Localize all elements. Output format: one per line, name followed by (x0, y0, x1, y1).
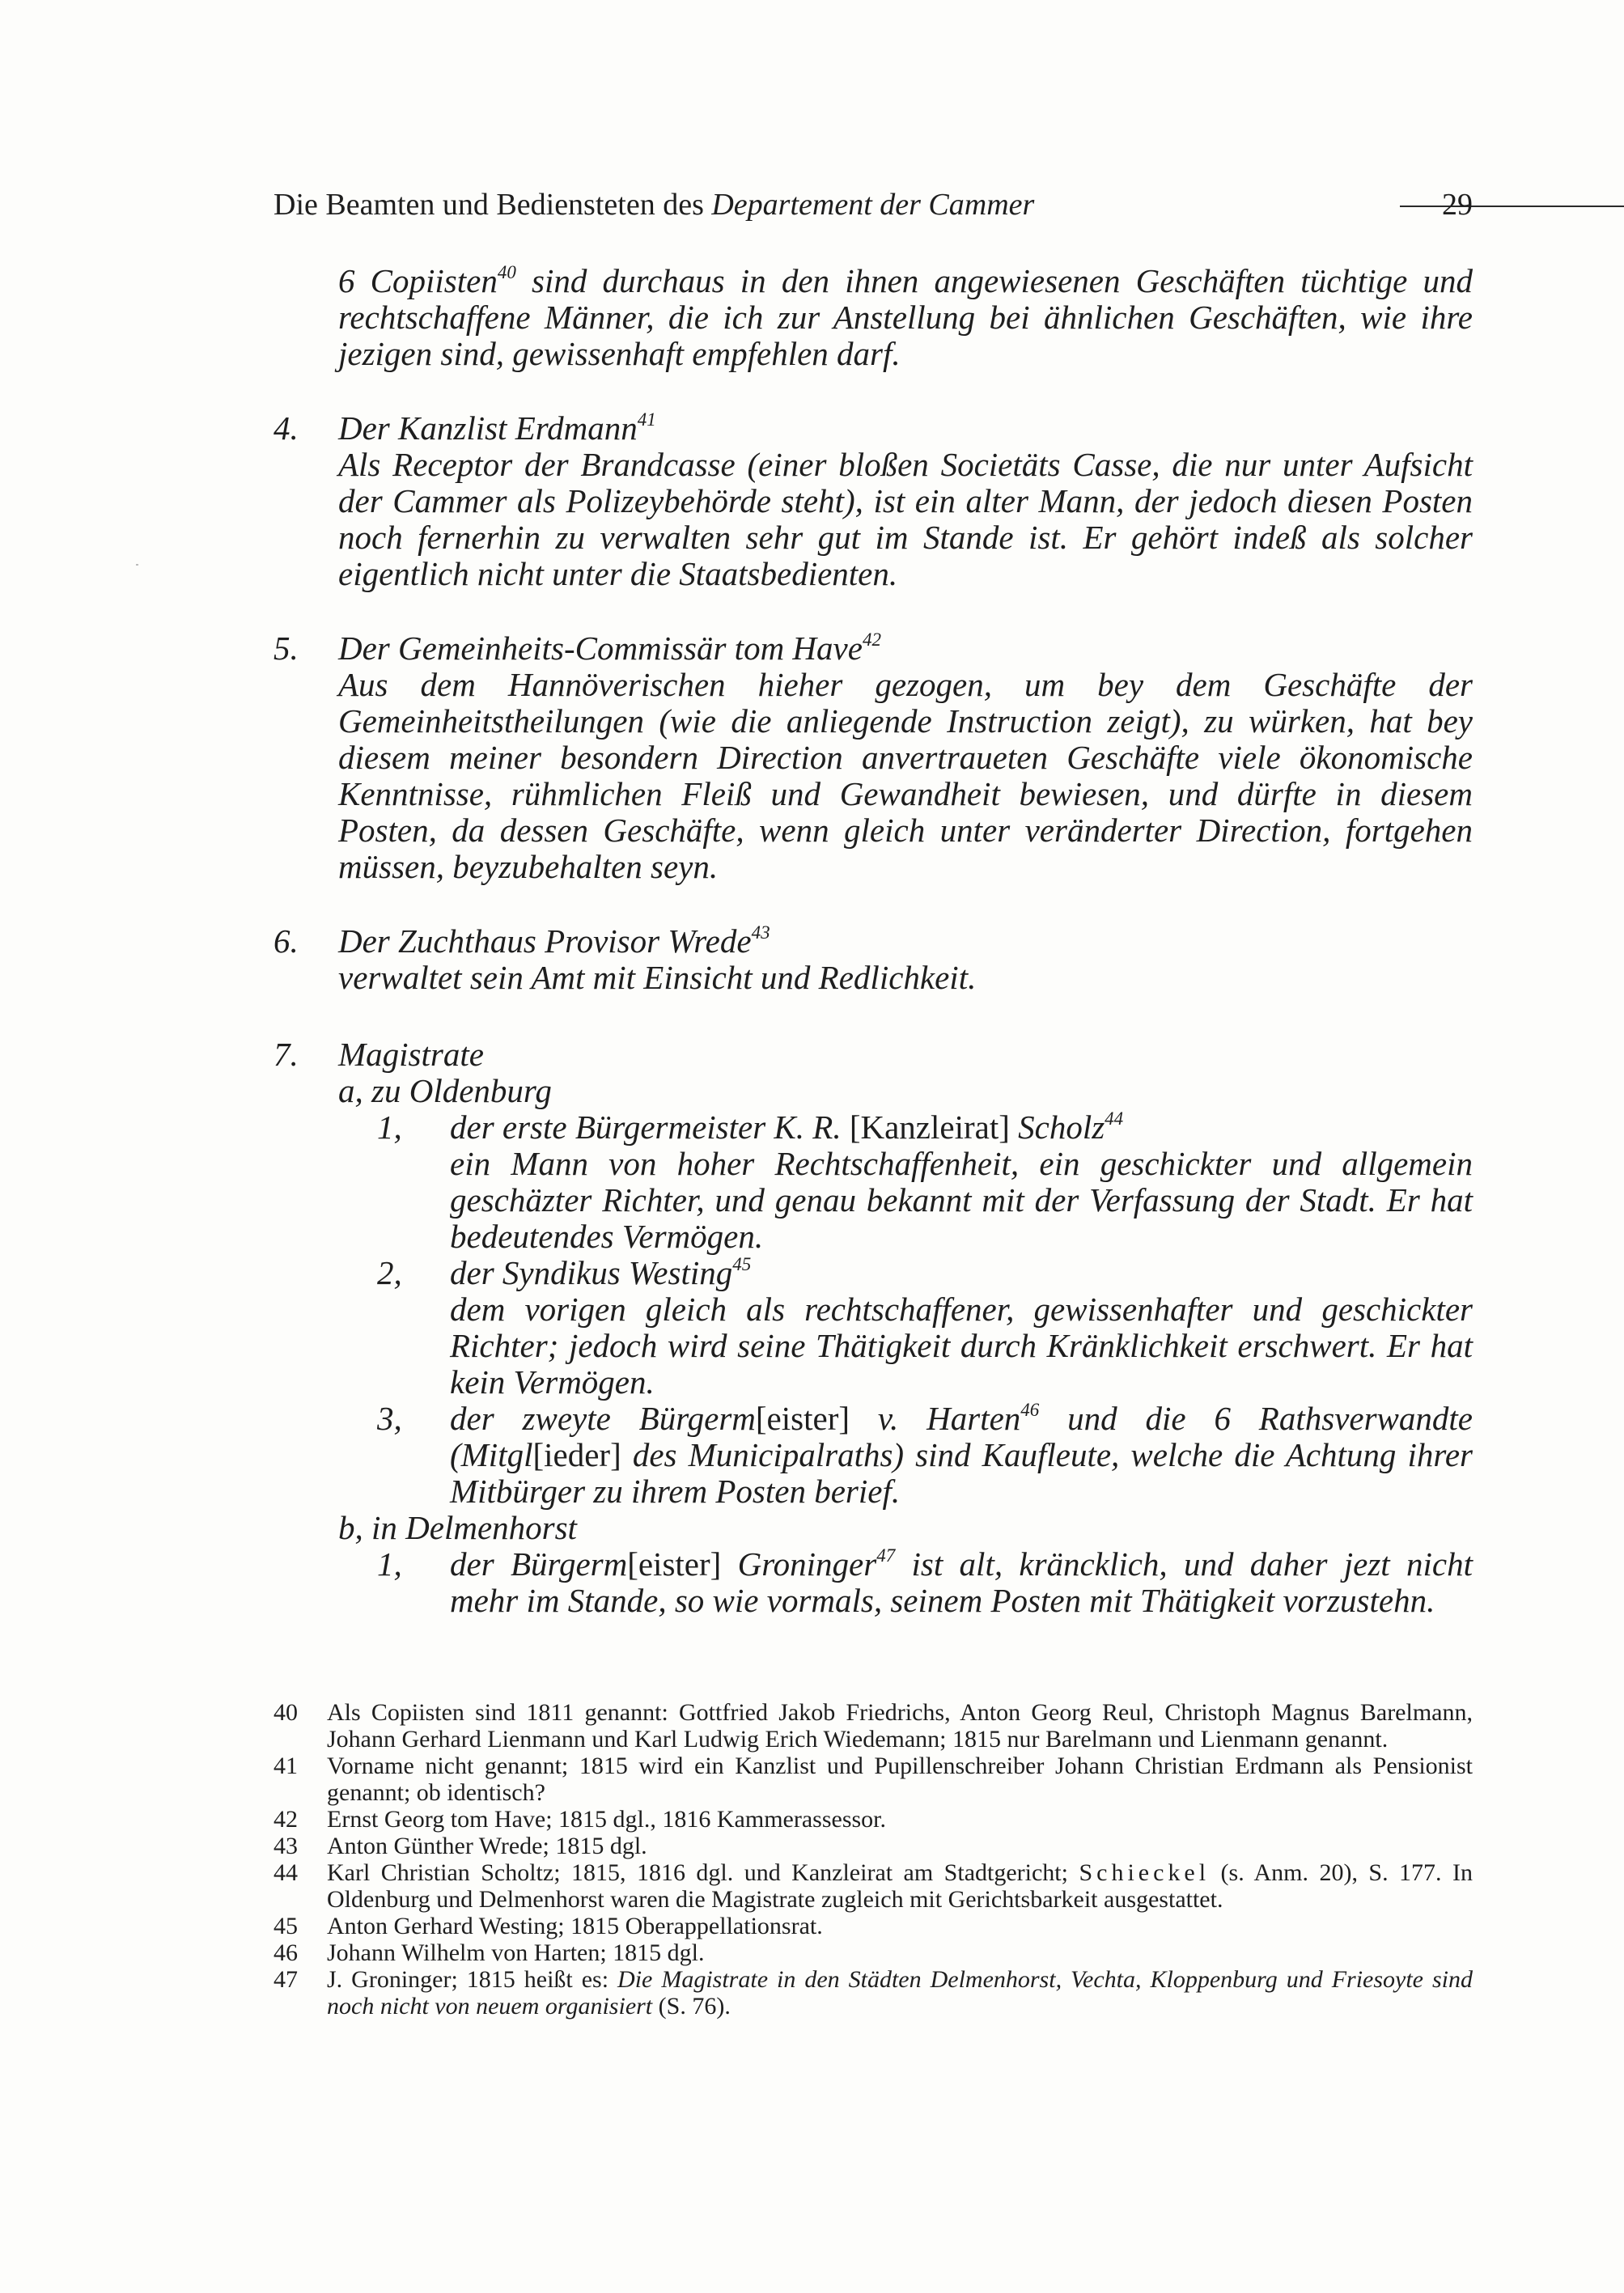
footnote-47 (273, 1966, 1473, 2020)
section-heading (338, 630, 1473, 667)
footnote-text-2: (s. Anm. 20), S. 177. In Oldenburg und Delmenhorst waren die Magistrate zugleich mit Gerichtsbarkeit ausgestattet. (327, 1859, 1473, 1913)
intro-text-2: sind durchaus in den ihnen angewiesenen Geschäften tüchtige und rechtschaffene Männer, die ich zur Anstellung bei ähnlichen Geschäften, wie ihre jezigen sind, gewissenhaft empfehlen darf. (338, 262, 1473, 372)
footnote-text: Als Copiisten sind 1811 genannt: Gottfried Jakob Friedrichs, Anton Georg Reul, Christoph Magnus Barelmann, Johann Gerhard Lienmann und Karl Ludwig Erich Wiedemann; 1815 nur Barelmann und Lienmann genannt. (327, 1699, 1473, 1753)
intro-text-1: 6 Copiisten (338, 262, 498, 299)
item-a2 (377, 1255, 1473, 1401)
item-number: 1, (377, 1545, 402, 1583)
footnote-ref-46[interactable]: 46 (1020, 1400, 1040, 1420)
section-number: 6. (273, 922, 299, 960)
section-heading (338, 410, 1473, 447)
subsection-a-label: a, zu Oldenburg (338, 1072, 552, 1109)
section-text: Als Receptor der Brandcasse (einer bloßen Societäts Casse, die nur unter Aufsicht der Cammer als Polizeybehörde steht), ist ein alter Mann, der jedoch diesen Posten noch fernerhin zu verwalten sehr gut im Stande ist. Er gehört indeß als solcher eigentlich nicht unter die Staatsbedienten. (338, 446, 1473, 592)
section-6 (273, 923, 1473, 996)
editorial-insert: [ieder] (532, 1436, 621, 1473)
section-4 (273, 410, 1473, 592)
running-header (273, 184, 1473, 225)
item-text-2: v. Harten (850, 1400, 1021, 1437)
item-heading-text-2: Scholz (1009, 1108, 1105, 1146)
section-heading: Magistrate (338, 1036, 484, 1073)
footnote-text: Anton Günther Wrede; 1815 dgl. (327, 1833, 647, 1859)
item-text-4: des Municipalraths) sind Kaufleute, welche die Achtung ihrer Mitbürger zu ihrem Posten berief. (450, 1436, 1473, 1510)
item-a3 (377, 1401, 1473, 1510)
footnote-41 (273, 1753, 1473, 1806)
item-heading (450, 1109, 1473, 1146)
item-number: 3, (377, 1400, 402, 1437)
footnote-ref-40[interactable]: 40 (497, 262, 516, 282)
section-number: 5. (273, 629, 299, 667)
footnote-number: 47 (273, 1966, 298, 1993)
footnote-ref-45[interactable]: 45 (732, 1254, 752, 1274)
footnote-text: Vorname nicht genannt; 1815 wird ein Kanzlist und Pupillenschreiber Johann Christian Erdmann als Pensionist genannt; ob identisch? (327, 1753, 1473, 1806)
item-text-3: ist alt, kräncklich, und daher jezt nicht mehr im Stande, so wie vormals, seinem Posten mit Thätigkeit vorzustehn. (450, 1545, 1473, 1619)
header-title (273, 184, 1034, 225)
item-text-1: der zweyte Bürgerm (450, 1400, 756, 1437)
footnote-text-1: Karl Christian Scholtz; 1815, 1816 dgl. und Kanzleirat am Stadtgericht; (327, 1859, 1079, 1886)
section-text: verwaltet sein Amt mit Einsicht und Redlichkeit. (338, 959, 977, 996)
footnote-44 (273, 1859, 1473, 1913)
item-text-1: der Bürgerm (450, 1545, 628, 1583)
heading-text: Der Zuchthaus Provisor Wrede (338, 922, 752, 960)
page-number: 29 (1442, 188, 1473, 222)
footnote-number: 46 (273, 1939, 298, 1966)
section-number: 4. (273, 409, 299, 447)
header-rule (1400, 206, 1624, 207)
main-text (273, 263, 1473, 1619)
footnote-text-2: (S. 76). (652, 1993, 731, 2020)
intro-paragraph (338, 263, 1473, 372)
item-text: ein Mann von hoher Rechtschaffenheit, ein geschickter und allgemein geschäzter Richter, und genau bekannt mit der Verfassung der Stadt. Er hat bedeutendes Vermögen. (450, 1145, 1473, 1255)
section-5 (273, 630, 1473, 885)
item-heading-text-1: der erste Bürgermeister K. R. (450, 1108, 850, 1146)
footnote-number: 44 (273, 1859, 298, 1886)
footnote-42 (273, 1806, 1473, 1833)
item-heading (450, 1255, 1473, 1291)
quoted-source: Die Magistrate in den Städten Delmenhorst, Vechta, Kloppenburg und Friesoyte sind noch nicht von neuem organisiert (327, 1966, 1473, 2020)
footnote-number: 43 (273, 1833, 298, 1859)
footnote-text: Ernst Georg tom Have; 1815 dgl., 1816 Kammerassessor. (327, 1806, 887, 1833)
footnote-ref-42[interactable]: 42 (862, 629, 881, 650)
footnote-ref-44[interactable]: 44 (1105, 1108, 1124, 1129)
footnote-ref-41[interactable]: 41 (637, 409, 656, 430)
heading-text: Der Gemeinheits-Commissär tom Have (338, 629, 863, 667)
heading-text: Der Kanzlist Erdmann (338, 409, 638, 447)
item-a1 (377, 1109, 1473, 1255)
item-text (450, 1546, 1473, 1619)
item-number: 1, (377, 1108, 402, 1146)
header-title-italic: Departement der Cammer (711, 188, 1035, 222)
item-heading-text: der Syndikus Westing (450, 1254, 733, 1291)
footnote-text: Johann Wilhelm von Harten; 1815 dgl. (327, 1939, 705, 1966)
footnote-number: 41 (273, 1753, 298, 1779)
subsection-b-label: b, in Delmenhorst (338, 1509, 577, 1546)
item-text (450, 1401, 1473, 1510)
footnotes (273, 1699, 1473, 2020)
section-7 (273, 1036, 1473, 1619)
footnote-number: 42 (273, 1806, 298, 1833)
header-title-roman: Die Beamten und Bediensteten des (273, 188, 712, 222)
item-text: dem vorigen gleich als rechtschaffener, gewissenhafter und geschickter Richter; jedoch wird seine Thätigkeit durch Kränklichkeit erschwert. Er hat kein Vermögen. (450, 1291, 1473, 1401)
footnote-43 (273, 1833, 1473, 1859)
scan-speck (136, 564, 138, 566)
footnote-46 (273, 1939, 1473, 1966)
item-number: 2, (377, 1254, 402, 1291)
editorial-insert: [eister] (755, 1400, 850, 1437)
author-name-spaced: Schieckel (1079, 1859, 1211, 1886)
item-text-3: und die 6 Rathsverwandte (Mitgl (450, 1400, 1473, 1473)
section-number: 7. (273, 1036, 299, 1073)
item-text-2: Groninger (721, 1545, 877, 1583)
footnote-text-1: J. Groninger; 1815 heißt es: (327, 1966, 618, 1993)
footnote-ref-47[interactable]: 47 (876, 1545, 896, 1566)
footnote-40 (273, 1699, 1473, 1753)
editorial-insert: [Kanzleirat] (849, 1108, 1010, 1146)
item-b1 (377, 1546, 1473, 1619)
footnote-number: 40 (273, 1699, 298, 1726)
editorial-insert: [eister] (627, 1545, 722, 1583)
footnote-45 (273, 1913, 1473, 1939)
footnote-ref-43[interactable]: 43 (751, 922, 770, 943)
footnote-text: Anton Gerhard Westing; 1815 Oberappellationsrat. (327, 1913, 823, 1939)
section-heading (338, 923, 1473, 960)
footnote-number: 45 (273, 1913, 298, 1939)
section-text: Aus dem Hannöverischen hieher gezogen, um bey dem Geschäfte der Gemeinheitstheilungen (wie die anliegende Instruction zeigt), zu würken, hat bey diesem meiner besondern Direction anvertraueten Geschäfte viele ökonomische Kenntnisse, rühmlichen Fleiß und Gewandheit bewiesen, und dürfte in diesem Posten, da dessen Geschäfte, wenn gleich unter veränderter Direction, fortgehen müssen, beyzubehalten seyn. (338, 666, 1473, 885)
